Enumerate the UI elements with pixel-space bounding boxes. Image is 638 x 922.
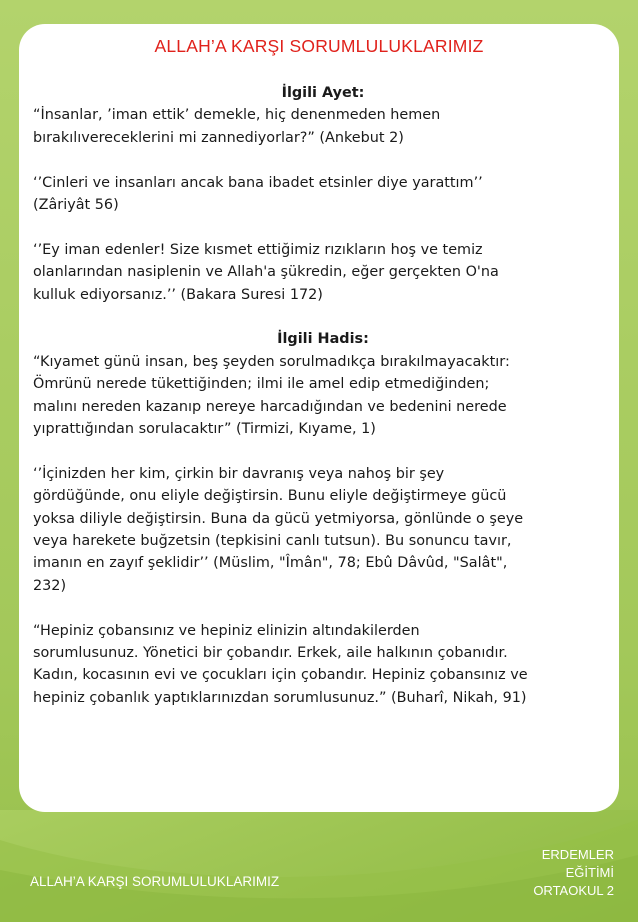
footer-right-line-2: EĞİTİMİ: [565, 865, 614, 880]
ayet-paragraph-2: ‘’Cinleri ve insanları ancak bana ibadet etsinler diye yarattım’’ (Zâriyât 56): [33, 174, 483, 214]
paragraph-gap: [33, 440, 613, 462]
footer-left-label: ALLAH’A KARŞI SORUMLULUKLARIMIZ: [30, 874, 280, 889]
hadis-paragraph-2: ‘’İçinizden her kim, çirkin bir davranış veya nahoş bir şey gördüğünde, onu eliyle değiştirsin. Bunu eliyle değiştirmeye gücü yoksa diliyle değiştirsin. Buna da gücü yetmiyorsa, gönlünde o şeye veya harekete buğzetsin (tepkisini canlı tutsun). Bu sonuncu tavır, imanın en zayıf şeklidir’’ (Müslim, "Îmân", 78; Ebû Dâvûd, "Salât", 232): [33, 465, 524, 594]
paragraph-gap: [33, 149, 613, 171]
footer-right-line-3: ORTAOKUL 2: [533, 883, 614, 898]
footer-right-label: [533, 846, 614, 900]
ayet-paragraph-3: ‘’Ey iman edenler! Size kısmet ettiğimiz rızıkların hoş ve temiz olanlarından nasiplenin ve Allah'a şükredin, eğer gerçekten O'na kulluk ediyorsanız.’’ (Bakara Suresi 172): [33, 241, 499, 303]
content-page: [19, 24, 619, 812]
body-text: [33, 82, 613, 709]
page-title: ALLAH’A KARŞI SORUMLULUKLARIMIZ: [154, 36, 484, 56]
ayet-heading: İlgili Ayet:: [281, 85, 365, 101]
ayet-paragraph-1: “İnsanlar, ’iman ettik’ demekle, hiç denenmeden hemen bırakılıvereceklerini mi zannediyorlar?” (Ankebut 2): [33, 107, 441, 146]
paragraph-gap: [33, 597, 613, 619]
paragraph-gap: [33, 306, 613, 328]
hadis-heading: İlgili Hadis:: [277, 331, 369, 348]
paragraph-gap: [33, 216, 613, 238]
hadis-paragraph-1: “Kıyamet günü insan, beş şeyden sorulmadıkça bırakılmayacaktır: Ömrünü nerede tükettiğinden; ilmi ile amel edip etmediğinden; malını nereden kazanıp nereye harcadığından ve bedenini nerede yıprattığından sorulacaktır” (Tirmizi, Kıyame, 1): [33, 353, 510, 438]
footer-right-line-1: ERDEMLER: [541, 847, 614, 862]
hadis-paragraph-3: “Hepiniz çobansınız ve hepiniz elinizin altındakilerden sorumlusunuz. Yönetici bir çobandır. Erkek, aile halkının çobanıdır. Kadın, kocasının evi ve çocukları için çobandır. Hepiniz çobansınız ve hepiniz çobanlık yaptıklarınızdan sorumlusunuz.” (Buharî, Nikah, 91): [33, 622, 528, 706]
